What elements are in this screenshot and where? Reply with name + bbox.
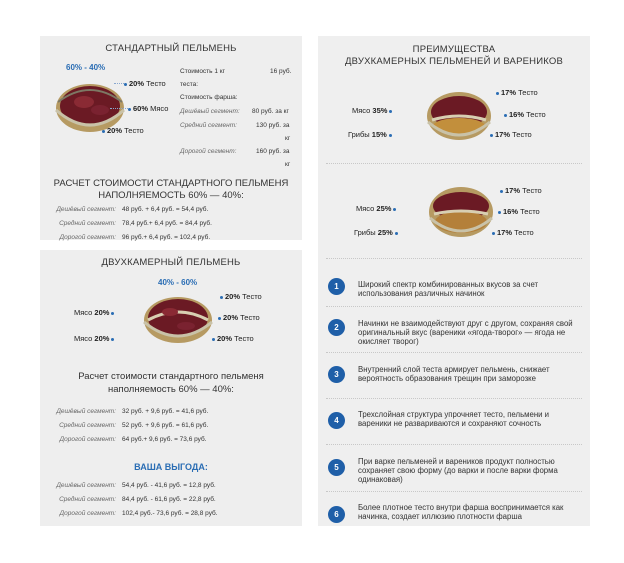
price-segment-expensive: Дорогой сегмент: (180, 148, 237, 155)
combo1-label-dough-bottom: 17% Тесто (488, 130, 532, 139)
combo1-label-mushroom: Грибы 15% (348, 130, 394, 139)
dual-calc-row: Дешёвый сегмент: 32 руб. + 9,6 руб. = 41,6 руб. (56, 408, 209, 415)
dual-label-right-top: 20% Тесто (218, 292, 262, 301)
benefit-row: Средний сегмент: 84,4 руб. - 61,6 руб. = 22,8 руб. (59, 496, 216, 503)
dual-label-left-bottom: Мясо 20% (74, 334, 116, 343)
dual-dumpling-image (138, 290, 218, 346)
dough-cost-value: 16 руб. (270, 68, 292, 75)
standard-label-bottom: 20% Тесто (100, 126, 144, 135)
dual-title: ДВУХКАМЕРНЫЙ ПЕЛЬМЕНЬ (101, 257, 241, 268)
combo-dumpling-image-1 (422, 86, 496, 144)
price-segment-middle: Средний сегмент: (180, 122, 237, 129)
combo2-label-dough-bottom: 17% Тесто (490, 228, 534, 237)
dual-calc-row: Дорогой сегмент: 64 руб.+ 9,6 руб. = 73,6 руб. (59, 436, 207, 443)
combo2-label-dough-middle: 16% Тесто (496, 207, 540, 216)
dual-ratio: 40% - 60% (158, 278, 198, 287)
standard-ratio: 60% - 40% (66, 63, 106, 72)
benefit-row: Дешёвый сегмент: 54,4 руб. - 41,6 руб. = 12,8 руб. (56, 482, 216, 489)
price-value-expensive: 160 руб. за (256, 148, 290, 155)
standard-label-top: 20% Тесто (122, 79, 166, 88)
dough-cost-label: Стоимость 1 кг (180, 68, 225, 75)
dual-label-right-bottom: 20% Тесто (210, 334, 254, 343)
standard-calc-title: РАСЧЕТ СТОИМОСТИ СТАНДАРТНОГО ПЕЛЬМЕНЯ НАПОЛНЯЕМОСТЬ 60% — 40%: (53, 178, 289, 201)
combo1-label-meat: Мясо 35% (352, 106, 394, 115)
standard-calc-row: Средний сегмент: 78,4 руб.+ 6,4 руб. = 84,4 руб. (59, 220, 212, 227)
advantage-text: Начинки не взаимодействуют друг с другом, сохраняя свой оригинальный вкус (вареники «ягода-творог» — ягода не окисляет творог) (358, 319, 573, 346)
standard-dumpling-panel (40, 36, 302, 240)
number-badge: 4 (328, 412, 345, 429)
dual-chamber-panel (40, 250, 302, 526)
dual-label-left-top: Мясо 20% (74, 308, 116, 317)
combo2-label-dough-top: 17% Тесто (498, 186, 542, 195)
price-value-cheap: 80 руб. за кг (252, 108, 289, 115)
combo2-label-mushroom: Грибы 25% (354, 228, 400, 237)
number-badge: 1 (328, 278, 345, 295)
advantage-text: Трехслойная структура упрочняет тесто, пельмени и вареники не развариваются и сохраняют сочность (358, 410, 550, 428)
advantage-text: Более плотное тесто внутри фарша воспринимается как начинка, создает иллюзию плотности фарша (358, 503, 564, 521)
dual-label-right-middle: 20% Тесто (216, 313, 260, 322)
standard-label-middle: 60% Мясо (126, 104, 168, 113)
standard-calc-row: Дорогой сегмент: 96 руб.+ 6,4 руб. = 102,4 руб. (59, 234, 211, 241)
standard-calc-row: Дешёвый сегмент: 48 руб. + 6,4 руб. = 54,4 руб. (56, 206, 209, 213)
advantage-text: Внутренний слой теста армирует пельмень, снижает вероятность образования трещин при заморозке (358, 365, 550, 383)
benefit-title: ВАША ВЫГОДА: (134, 462, 208, 472)
dough-cost-label-2: теста: (180, 81, 199, 88)
price-value-middle: 130 руб. за (256, 122, 290, 129)
combo1-label-dough-middle: 16% Тесто (502, 110, 546, 119)
price-value-middle-unit: кг (285, 135, 291, 142)
dual-calc-title: Расчет стоимости стандартного пельменя наполняемость 60% — 40%: (78, 371, 264, 395)
combo2-label-meat: Мясо 25% (356, 204, 398, 213)
combo1-label-dough-top: 17% Тесто (494, 88, 538, 97)
filling-cost-label: Стоимость фарша: (180, 94, 238, 101)
number-badge: 2 (328, 319, 345, 336)
combo-dumpling-image-2 (424, 180, 498, 240)
benefit-row: Дорогой сегмент: 102,4 руб.- 73,6 руб. = 28,8 руб. (59, 510, 218, 517)
advantage-text: Широкий спектр комбинированных вкусов за счет использования различных начинок (358, 280, 539, 298)
advantage-text: При варке пельменей и вареников продукт полностью сохраняет свою форму (до варки и после варки форма одинаковая) (358, 457, 558, 484)
advantages-panel (318, 36, 590, 526)
number-badge: 3 (328, 366, 345, 383)
price-value-expensive-unit: кг (285, 161, 291, 168)
price-segment-cheap: Дешёвый сегмент: (180, 108, 240, 115)
number-badge: 6 (328, 506, 345, 523)
number-badge: 5 (328, 459, 345, 476)
standard-title: СТАНДАРТНЫЙ ПЕЛЬМЕНЬ (105, 43, 237, 54)
dual-calc-row: Средний сегмент: 52 руб. + 9,6 руб. = 61,6 руб. (59, 422, 209, 429)
advantages-title: ПРЕИМУЩЕСТВА ДВУХКАМЕРНЫХ ПЕЛЬМЕНЕЙ И ВАРЕНИКОВ (344, 44, 563, 67)
